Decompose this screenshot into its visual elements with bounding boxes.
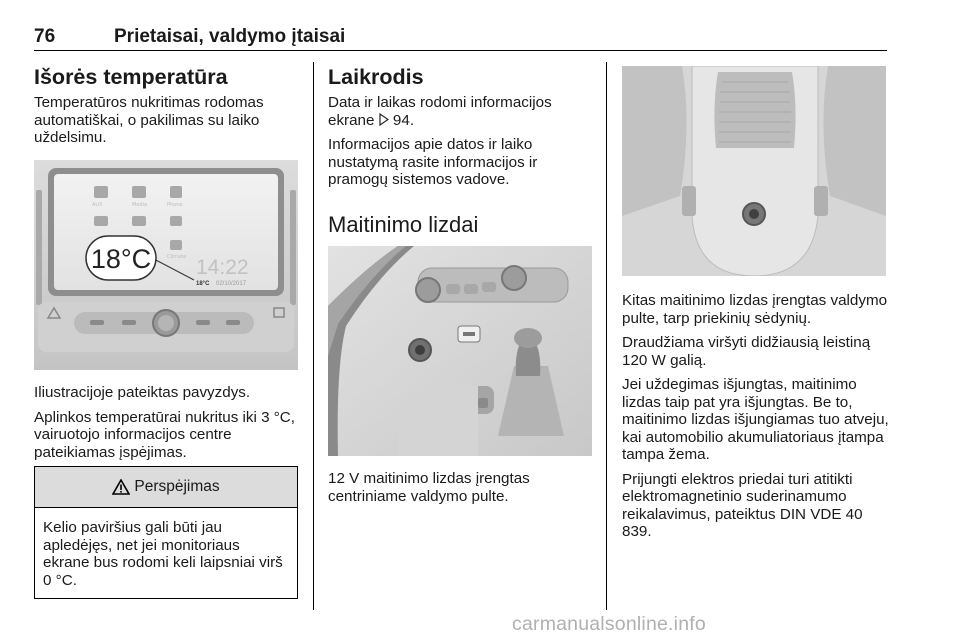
ignition-paragraph: Jei uždegimas išjungtas, maitinimo lizdas taip pat yra išjungtas. Be to, maitinimo lizdas išjungiamas tuo atveju, kai automobilio akumuliatoriaus įtampa tampa žema. — [622, 376, 889, 463]
svg-text:Media: Media — [132, 202, 148, 208]
armrest-illustration — [622, 66, 886, 276]
watermark: carmanualsonline.info — [512, 613, 706, 635]
screen-date: 02/10/2017 — [216, 281, 247, 287]
zoomed-temperature: 18°C — [90, 244, 152, 274]
warning-title: Perspėjimas — [134, 478, 220, 495]
temperature-warning-paragraph: Aplinkos temperatūrai nukritus iki 3 °C, vairuotojo informacijos centre pateikiamas įspėjimas. — [34, 408, 295, 461]
column-1-lower — [34, 384, 302, 468]
clock-page-ref[interactable]: 94. — [392, 111, 415, 129]
illustration-caption: Iliustracijoje pateiktas pavyzdys. — [34, 384, 251, 401]
clock-paragraph — [328, 94, 598, 129]
warning-box — [34, 466, 298, 599]
rear-socket-paragraph: Kitas maitinimo lizdas įrengtas valdymo pulte, tarp priekinių sėdynių. — [622, 292, 888, 327]
heading-power-sockets: Maitinimo lizdai — [328, 212, 479, 237]
page-header — [34, 26, 345, 48]
page-number: 76 — [34, 26, 56, 47]
warning-text: Kelio paviršius gali būti jau apledėjęs, net jei monitoriaus ekrane bus rodomi keli laipsniai virš 0 °C. — [43, 519, 283, 589]
intro-paragraph: Temperatūros nukritimas rodomas automatiškai, o pakilimas su laiko uždelsimu. — [34, 94, 264, 146]
section-title: Prietaisai, valdymo įtaisai — [114, 26, 346, 47]
column-2 — [328, 64, 598, 196]
screen-small-temp: 18°C — [196, 281, 210, 287]
emc-paragraph: Prijungti elektros priedai turi atitikti elektromagnetinio suderinamumo reikalavimus, pateiktus DIN VDE 40 839. — [622, 470, 863, 540]
socket-caption: 12 V maitinimo lizdas įrengtas centriniame valdymo pulte. — [328, 470, 530, 505]
column-divider-1 — [313, 62, 314, 610]
warning-triangle-icon — [112, 479, 130, 495]
svg-text:Climate: Climate — [167, 254, 187, 260]
warning-header — [35, 467, 297, 508]
column-divider-2 — [606, 62, 607, 610]
heading-outside-temperature: Išorės temperatūra — [34, 65, 228, 89]
header-rule — [34, 50, 887, 51]
heading-clock: Laikrodis — [328, 65, 424, 89]
screen-time: 14:22 — [196, 256, 249, 279]
max-power-paragraph: Draudžiama viršyti didžiausią leistiną 120 W galią. — [622, 334, 871, 369]
console-illustration — [328, 246, 592, 456]
svg-text:AUX: AUX — [92, 202, 103, 208]
display-illustration — [34, 160, 298, 370]
sockets-heading-wrap — [328, 212, 598, 242]
column-1 — [34, 64, 302, 154]
column-2-lower — [328, 470, 598, 512]
svg-text:Phone: Phone — [167, 202, 183, 208]
clock-text: Data ir laikas rodomi informacijos ekrane — [328, 94, 552, 129]
column-3 — [622, 292, 892, 548]
clock-settings-paragraph: Informacijos apie datos ir laiko nustatymą rasite informacijos ir pramogų sistemos vadove. — [328, 136, 538, 188]
page-reference-arrow-icon — [379, 113, 389, 126]
